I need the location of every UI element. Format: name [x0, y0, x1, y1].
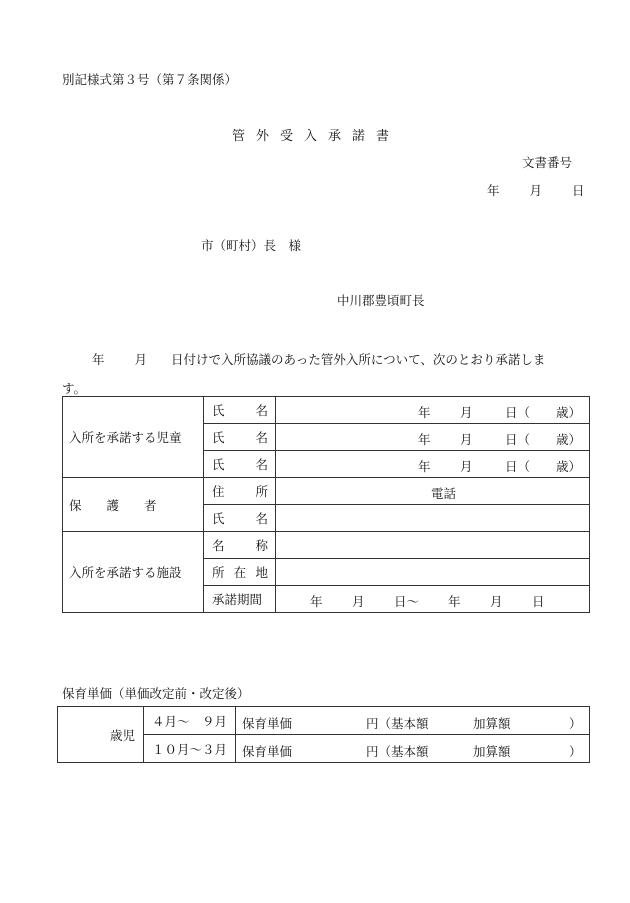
rate-value-field[interactable]: 保育単価 円（基本額 加算額 ）	[236, 707, 590, 735]
rate-value-field[interactable]: 保育単価 円（基本額 加算額 ）	[236, 735, 590, 763]
body-text-line2: す。	[62, 381, 87, 396]
age-cell[interactable]	[58, 707, 144, 763]
rate-period: ４月〜 ９月	[144, 707, 236, 735]
guardian-address-label: 住 所	[204, 478, 276, 505]
document-title: 管外受入承諾書	[232, 129, 401, 144]
consent-table	[62, 396, 590, 613]
facility-location-field[interactable]	[276, 559, 590, 586]
phone-label: 電話	[431, 486, 457, 501]
facility-name-label: 名 称	[204, 532, 276, 559]
consent-period-label: 承諾期間	[204, 586, 276, 613]
table-row	[58, 707, 590, 735]
facility-group-label: 入所を承諾する施設	[63, 532, 204, 613]
addressee: 市（町村）長 様	[201, 238, 302, 253]
guardian-address-field[interactable]	[276, 478, 590, 505]
issue-date	[487, 181, 585, 199]
guardian-group-label: 保 護 者	[63, 478, 204, 532]
issue-date-month: 月	[529, 183, 543, 198]
child-name-label-2: 氏 名	[204, 424, 276, 451]
sender: 中川郡豊頃町長	[337, 293, 425, 308]
rate-heading: 保育単価（単価改定前・改定後）	[62, 686, 250, 701]
child-name-label-3: 氏 名	[204, 451, 276, 478]
form-number: 別記様式第３号（第７条関係）	[62, 72, 238, 87]
body-paragraph	[62, 345, 590, 403]
consent-period-field[interactable]: 年 月 日〜 年 月 日	[276, 586, 590, 613]
child-birth-date-1[interactable]: 年 月 日（ 歳）	[276, 397, 590, 424]
body-month: 月	[134, 352, 148, 367]
table-row	[63, 478, 590, 505]
body-year: 年	[92, 352, 105, 367]
table-row	[63, 397, 590, 424]
guardian-name-field[interactable]	[276, 505, 590, 532]
document-number-label: 文書番号	[522, 155, 573, 170]
child-birth-date-2[interactable]: 年 月 日（ 歳）	[276, 424, 590, 451]
facility-name-field[interactable]	[276, 532, 590, 559]
rate-period: １０月〜３月	[144, 735, 236, 763]
child-birth-date-3[interactable]: 年 月 日（ 歳）	[276, 451, 590, 478]
issue-date-day: 日	[572, 183, 585, 198]
age-suffix: 歳児	[109, 727, 135, 743]
guardian-name-label: 氏 名	[204, 505, 276, 532]
child-name-label-1: 氏 名	[204, 397, 276, 424]
rate-table	[57, 706, 590, 763]
issue-date-year: 年	[487, 183, 500, 198]
facility-location-label: 所 在 地	[204, 559, 276, 586]
table-row	[63, 532, 590, 559]
children-group-label: 入所を承諾する児童	[63, 397, 204, 478]
body-text-line1: 日付けで入所協議のあった管外入所について、次のとおり承諾しま	[171, 352, 546, 367]
